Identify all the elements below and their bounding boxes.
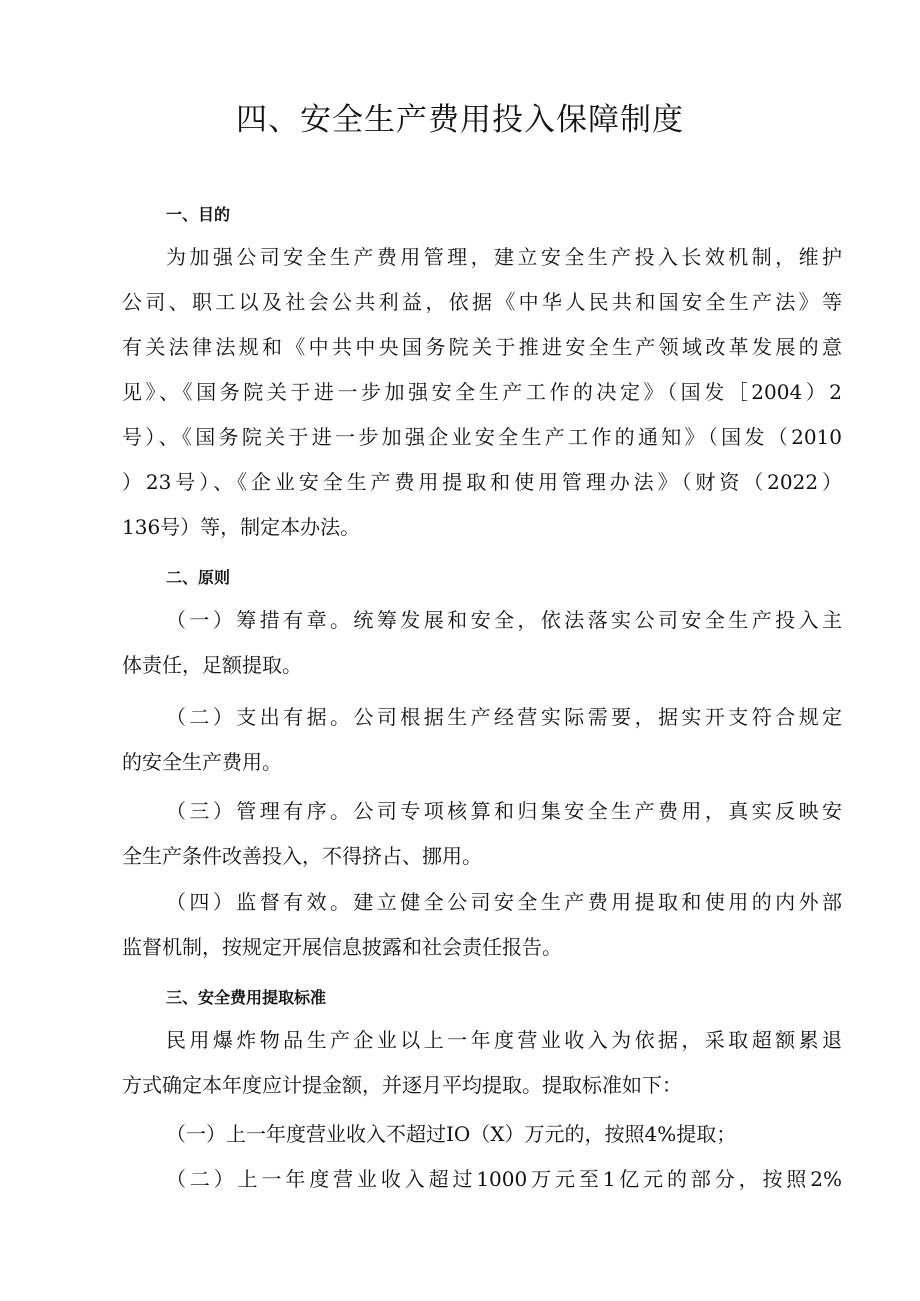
paragraph-line: 体责任，足额提取。 (122, 653, 302, 677)
paragraph-line: 监督机制，按规定开展信息披露和社会责任报告。 (122, 935, 562, 959)
paragraph-line: （三）管理有序。公司专项核算和归集安全生产费用，真实反映安 (166, 799, 842, 823)
section-heading-purpose: 一、目的 (166, 205, 231, 224)
paragraph-line: 公司、职工以及社会公共利益，依据《中华人民共和国安全生产法》等 (122, 290, 842, 314)
section-heading-principles: 二、原则 (166, 568, 231, 587)
page-title: 四、安全生产费用投入保障制度 (236, 102, 684, 138)
paragraph-line: （一）上一年度营业收入不超过IO（X）万元的，按照4%提取； (166, 1122, 737, 1146)
paragraph-line: （二）上一年度营业收入超过1000万元至1亿元的部分，按照2% (166, 1167, 842, 1191)
paragraph-line: 的安全生产费用。 (122, 750, 282, 774)
paragraph-line: ）23号）、《企业安全生产费用提取和使用管理办法》（财资（2022） (122, 470, 842, 494)
section-heading-extraction-standard: 三、安全费用提取标准 (166, 988, 327, 1007)
paragraph-line: 方式确定本年度应计提金额，并逐月平均提取。提取标准如下： (122, 1073, 682, 1097)
paragraph-line: 136号）等，制定本办法。 (122, 515, 361, 539)
paragraph-line: 全生产条件改善投入，不得挤占、挪用。 (122, 844, 482, 868)
paragraph-line: 有关法律法规和《中共中央国务院关于推进安全生产领域改革发展的意 (122, 335, 842, 359)
paragraph-line: （四）监督有效。建立健全公司安全生产费用提取和使用的内外部 (166, 890, 842, 914)
paragraph-line: 号）、《国务院关于进一步加强企业安全生产工作的通知》（国发（2010 (122, 425, 842, 449)
paragraph-line: 为加强公司安全生产费用管理，建立安全生产投入长效机制，维护 (166, 245, 842, 269)
paragraph-line: （二）支出有据。公司根据生产经营实际需要，据实开支符合规定 (166, 705, 842, 729)
paragraph-line: 民用爆炸物品生产企业以上一年度营业收入为依据，采取超额累退 (166, 1028, 842, 1052)
paragraph-line: （一）筹措有章。统筹发展和安全，依法落实公司安全生产投入主 (166, 608, 842, 632)
paragraph-line: 见》、《国务院关于进一步加强安全生产工作的决定》（国发［2004）2 (122, 380, 842, 404)
